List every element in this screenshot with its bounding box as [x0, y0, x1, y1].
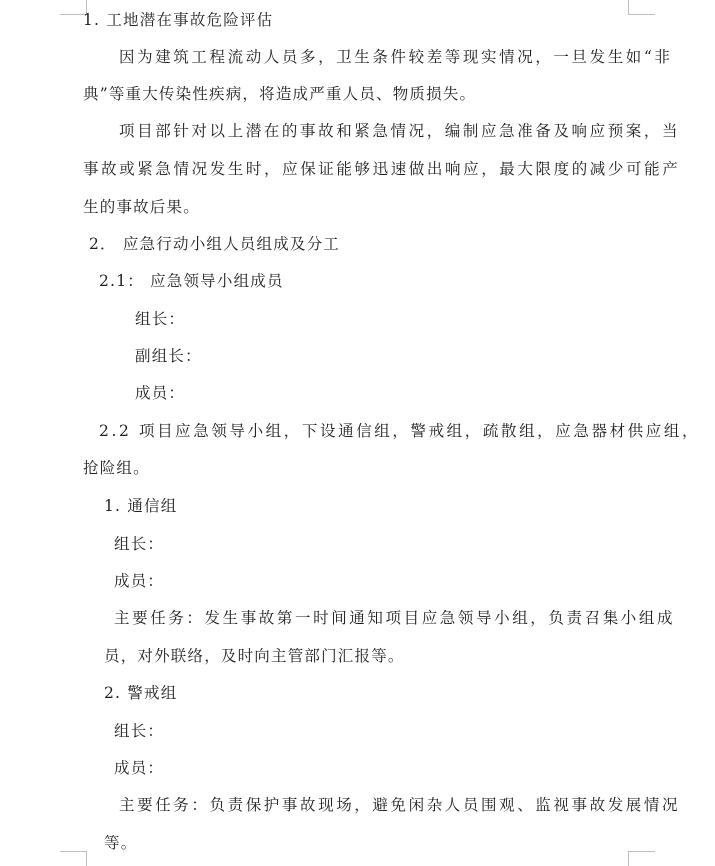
field-label-members: 成员： [135, 384, 186, 402]
page-corner-mark [60, 851, 87, 866]
page-corner-mark [628, 0, 655, 15]
subsection-heading: 2.1： 应急领导小组成员 [99, 272, 284, 290]
paragraph-line: 项目部针对以上潜在的事故和紧急情况，编制应急准备及响应预案，当 [119, 122, 681, 140]
group-heading-communication: 1. 通信组 [104, 497, 178, 515]
paragraph-line: 事故或紧急情况发生时，应保证能够迅速做出响应，最大限度的减少可能产 [83, 160, 681, 178]
field-label-leader: 组长： [114, 535, 165, 553]
field-label-members: 成员： [114, 759, 165, 777]
paragraph-line: 等。 [104, 834, 138, 852]
paragraph-line: 2.2 项目应急领导小组，下设通信组，警戒组，疏散组，应急器材供应组， [99, 422, 701, 440]
paragraph-line: 主要任务：负责保护事故现场，避免闲杂人员围观、监视事故发展情况 [119, 796, 681, 814]
field-label-leader: 组长： [135, 310, 186, 328]
paragraph-line: 抢险组。 [83, 459, 150, 477]
section-heading-1: 1. 工地潜在事故危险评估 [83, 11, 274, 29]
paragraph-line: 主要任务：发生事故第一时间通知项目应急领导小组，负责召集小组成 [114, 609, 676, 627]
field-label-members: 成员： [114, 572, 165, 590]
paragraph-line: 生的事故后果。 [83, 198, 200, 216]
field-label-deputy-leader: 副组长： [135, 347, 202, 365]
group-heading-guard: 2. 警戒组 [104, 684, 178, 702]
field-label-leader: 组长： [114, 722, 165, 740]
paragraph-line: 典”等重大传染性疾病，将造成严重人员、物质损失。 [83, 85, 477, 103]
paragraph-line: 因为建筑工程流动人员多，卫生条件较差等现实情况，一旦发生如“非 [119, 48, 673, 66]
page-corner-mark [628, 851, 655, 866]
section-heading-2: 2． 应急行动小组人员组成及分工 [89, 235, 340, 253]
paragraph-line: 员，对外联络，及时向主管部门汇报等。 [104, 647, 405, 665]
